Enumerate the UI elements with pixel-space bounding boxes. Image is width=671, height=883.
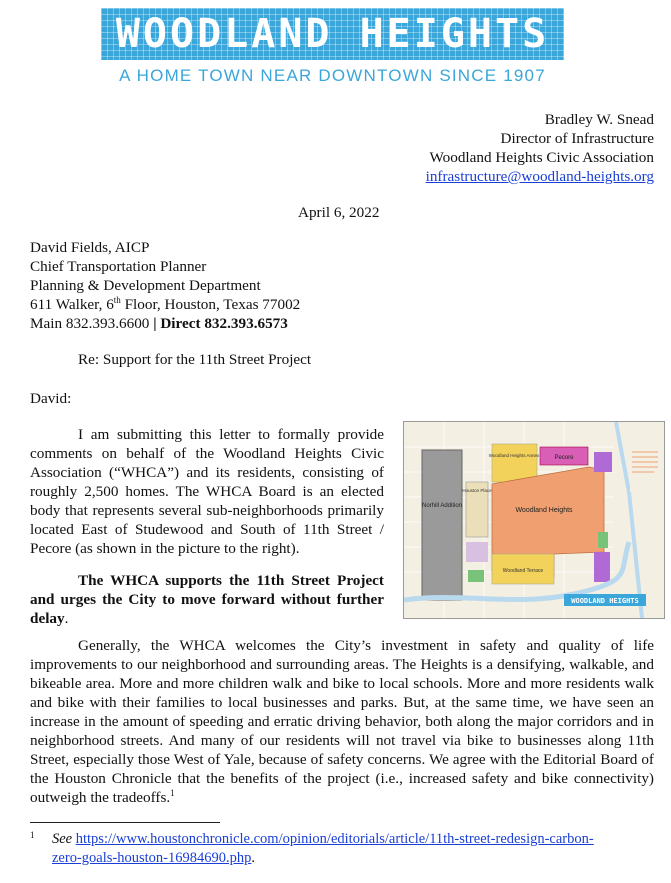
map-region-east — [594, 452, 612, 472]
recipient-phones: Main 832.393.6600 | Direct 832.393.6573 — [30, 315, 288, 332]
recipient-block — [30, 238, 300, 333]
map-label-woodland-heights: Woodland Heights — [515, 507, 573, 514]
paragraph-intro: I am submitting this letter to formally provide comments on behalf of the Woodland Heights Civic Association (“WHCA”) and its residents, consisting of roughly 2,500 homes. The WHCA Board is an elected body that represents several sub-neighborhoods primarily located East of Studewood and South of 11th Street / Pecore (as shown in the picture to the right). — [30, 426, 384, 557]
salutation: David: — [30, 390, 72, 407]
logo-tagline: A HOME TOWN NEAR DOWNTOWN SINCE 1907 — [119, 66, 546, 85]
sender-block — [426, 110, 654, 186]
sender-email-link[interactable]: infrastructure@woodland-heights.org — [425, 168, 654, 185]
map-label-pecore: Pecore — [554, 455, 574, 461]
footnote-link[interactable]: https://www.houstonchronicle.com/opinion/editorials/article/11th-street-redesign-carbon- zero-goals-houston-16984690.php — [52, 831, 594, 866]
neighborhood-map — [403, 421, 665, 619]
paragraph-support: The WHCA supports the 11th Street Project and urges the City to move forward without further delay. — [30, 572, 384, 627]
footnote-see: See — [52, 831, 73, 847]
recipient-title: Chief Transportation Planner — [30, 258, 207, 275]
map-region-parks — [468, 570, 484, 582]
re-line: Re: Support for the 11th Street Project — [78, 351, 312, 368]
footnote-separator — [30, 822, 220, 823]
direct-phone: Direct 832.393.6573 — [160, 315, 288, 332]
recipient-department: Planning & Development Department — [30, 277, 261, 294]
map-label-woodland-terrace: Woodland Terrace — [502, 568, 544, 574]
map-label-annex: Woodland Heights Annex — [488, 453, 540, 458]
map-label-norhill: Norhill Addition — [421, 503, 463, 509]
sender-org: Woodland Heights Civic Association — [429, 149, 654, 166]
letter-date: April 6, 2022 — [298, 204, 380, 221]
map-region-norhill — [422, 450, 462, 600]
logo — [101, 8, 564, 94]
map-logo-text: WOODLAND HEIGHTS — [571, 597, 639, 605]
recipient-name: David Fields, AICP — [30, 239, 150, 256]
main-phone: Main 832.393.6600 — [30, 315, 150, 332]
footnote-mark: 1 — [30, 830, 35, 840]
recipient-address: 611 Walker, 6th Floor, Houston, Texas 77002 — [30, 294, 301, 313]
sender-name: Bradley W. Snead — [544, 111, 654, 128]
map-label-houston-place: Houston Place — [462, 488, 492, 493]
sender-title: Director of Infrastructure — [500, 130, 654, 147]
logo-wordmark — [101, 8, 564, 60]
map-region-annex — [492, 444, 537, 482]
paragraph-body: Generally, the WHCA welcomes the City’s investment in safety and quality of life improvements to our neighborhood and surrounding areas. The Heights is a densifying, walkable, and bikeable area. More and more children walk and bike to local schools. More and more residents walk and bike with their families to local businesses and parks. But, at the same time, we have seen an increase in the amount of speeding and erratic driving behavior, both along the major corridors and in neighborhood streets. And many of our residents will not travel via bike to businesses along 11th Street, especially those West of Yale, because of safety concerns. We agree with the Editorial Board of the Houston Chronicle that the benefits of the project (i.e., increased safety and bike connectivity) outweigh the tradeoffs.$^1$ — [30, 637, 654, 806]
footnote-ref: 1 — [170, 787, 175, 798]
logo-wordmark-text: WOODLAND HEIGHTS — [115, 11, 550, 57]
